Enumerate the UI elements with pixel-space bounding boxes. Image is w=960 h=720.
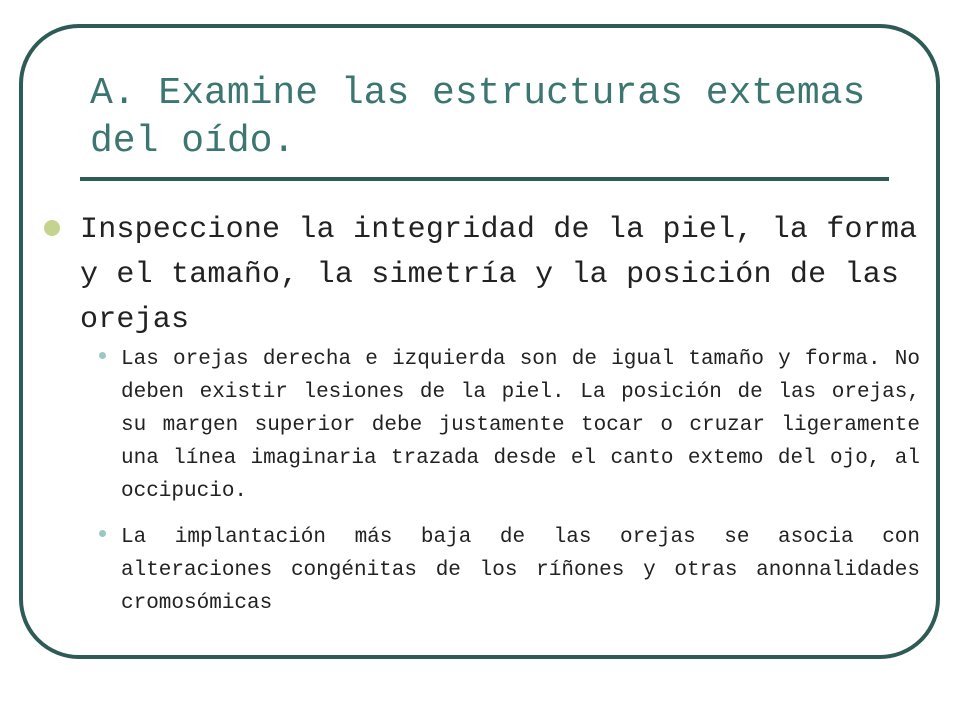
sub-bullet-dot-icon: [99, 352, 106, 359]
main-bullet-text: Inspeccione la integridad de la piel, la forma y el tamaño, la simetría y la posición de las orejas: [80, 213, 918, 337]
sub-bullet-text: Las orejas derecha e izquierda son de igual tamaño y forma. No deben existir lesiones de la piel. La posición de las orejas, su margen superior debe justamente tocar o cruzar ligeramente una línea imaginaria trazada desde el canto extemo del ojo, al occipucio.: [121, 348, 920, 503]
sub-bullet-text: La implantación más baja de las orejas se asocia con alteraciones congénitas de los ríñones y otras anonnalidades cromosómicas: [121, 526, 920, 615]
title-underline: [80, 177, 889, 181]
sub-bullet-item: [98, 521, 920, 620]
bullet-dot-icon: [44, 220, 60, 236]
sub-bullet-dot-icon: [99, 530, 106, 537]
sub-bullet-list: [98, 343, 920, 633]
slide-title: A. Examine las estructuras extemas del oído.: [90, 72, 866, 163]
sub-bullet-item: [98, 343, 920, 508]
